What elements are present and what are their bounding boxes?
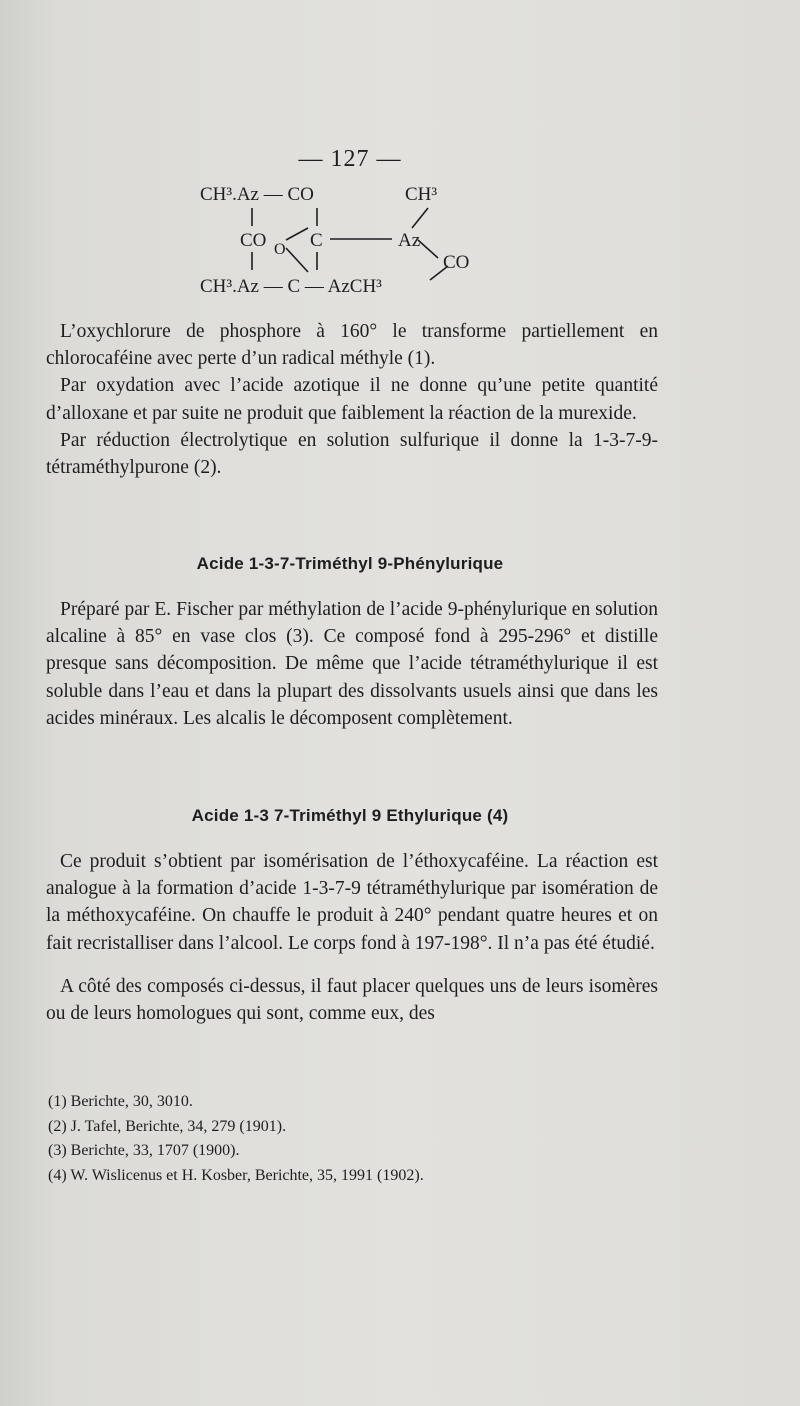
formula-row1-right: CH³: [405, 184, 438, 205]
page-number: — 127 —: [298, 146, 402, 172]
formula-co: CO: [240, 230, 267, 251]
formula-az: Az: [398, 230, 421, 251]
footnotes: [48, 1090, 668, 1188]
paragraph-oxydation: Par oxydation avec l’acide azotique il ne donne qu’une petite quantité d’alloxane et par suite ne produit que faiblement la réaction de la murexide.: [46, 375, 658, 424]
paragraph-produit: Ce produit s’obtient par isomérisation de l’éthoxycaféine. La réaction est analogue à la formation d’acide 1-3-7-9 tétraméthylurique par isomération de la méthoxycaféine. On chauffe le produit à 240° pendant quatre heures et on fait recristalliser dans l’alcool. Le corps fond à 197-198°. Il n’a pas été étudié.: [46, 851, 658, 954]
intro-text: [46, 318, 658, 481]
formula-o: O: [274, 241, 286, 258]
footnote-1: (1) Berichte, 30, 3010.: [48, 1093, 193, 1110]
footnote-2: (2) J. Tafel, Berichte, 34, 279 (1901).: [48, 1117, 287, 1135]
formula-row1-left: CH³.Az — CO: [200, 184, 314, 205]
formula-c: C: [310, 230, 323, 251]
structural-formula: [180, 178, 480, 293]
section-heading-phenylurique: Acide 1-3-7-Triméthyl 9-Phénylurique: [196, 554, 504, 573]
section-phenylurique-text: [46, 596, 658, 732]
formula-co-right: CO: [443, 252, 470, 273]
footnote-4: (4) W. Wislicenus et H. Kosber, Berichte, 35, 1991 (1902).: [48, 1166, 424, 1184]
footnote-3: (3) Berichte, 33, 1707 (1900).: [48, 1142, 240, 1159]
paragraph-oxychlorure: L’oxychlorure de phosphore à 160° le transforme partiellement en chlorocaféine avec perte d’un radical méthyle (1).: [46, 321, 658, 370]
section-ethylurique-text: [46, 848, 658, 1027]
paragraph-reduction: Par réduction électrolytique en solution sulfurique il donne la 1-3-7-9-tétraméthylpurone (2).: [46, 429, 658, 479]
paragraph-a-cote: A côté des composés ci-dessus, il faut placer quelques uns de leurs isomères ou de leurs homologues qui sont, comme eux, des: [46, 975, 658, 1025]
paragraph-prepare: Préparé par E. Fischer par méthylation de l’acide 9-phénylurique en solution alcaline à 85° en vase clos (3). Ce composé fond à 295-296° et distille presque sans décomposition. De même que l’acide tétraméthylurique il est soluble dans l’eau et dans la plupart des dissolvants usuels ainsi que dans les acides minéraux. Les alcalis le décomposent complètement.: [46, 599, 658, 729]
formula-row3: CH³.Az — C — AzCH³: [200, 276, 382, 293]
section-heading-ethylurique: Acide 1-3 7-Triméthyl 9 Ethylurique (4): [191, 806, 509, 825]
